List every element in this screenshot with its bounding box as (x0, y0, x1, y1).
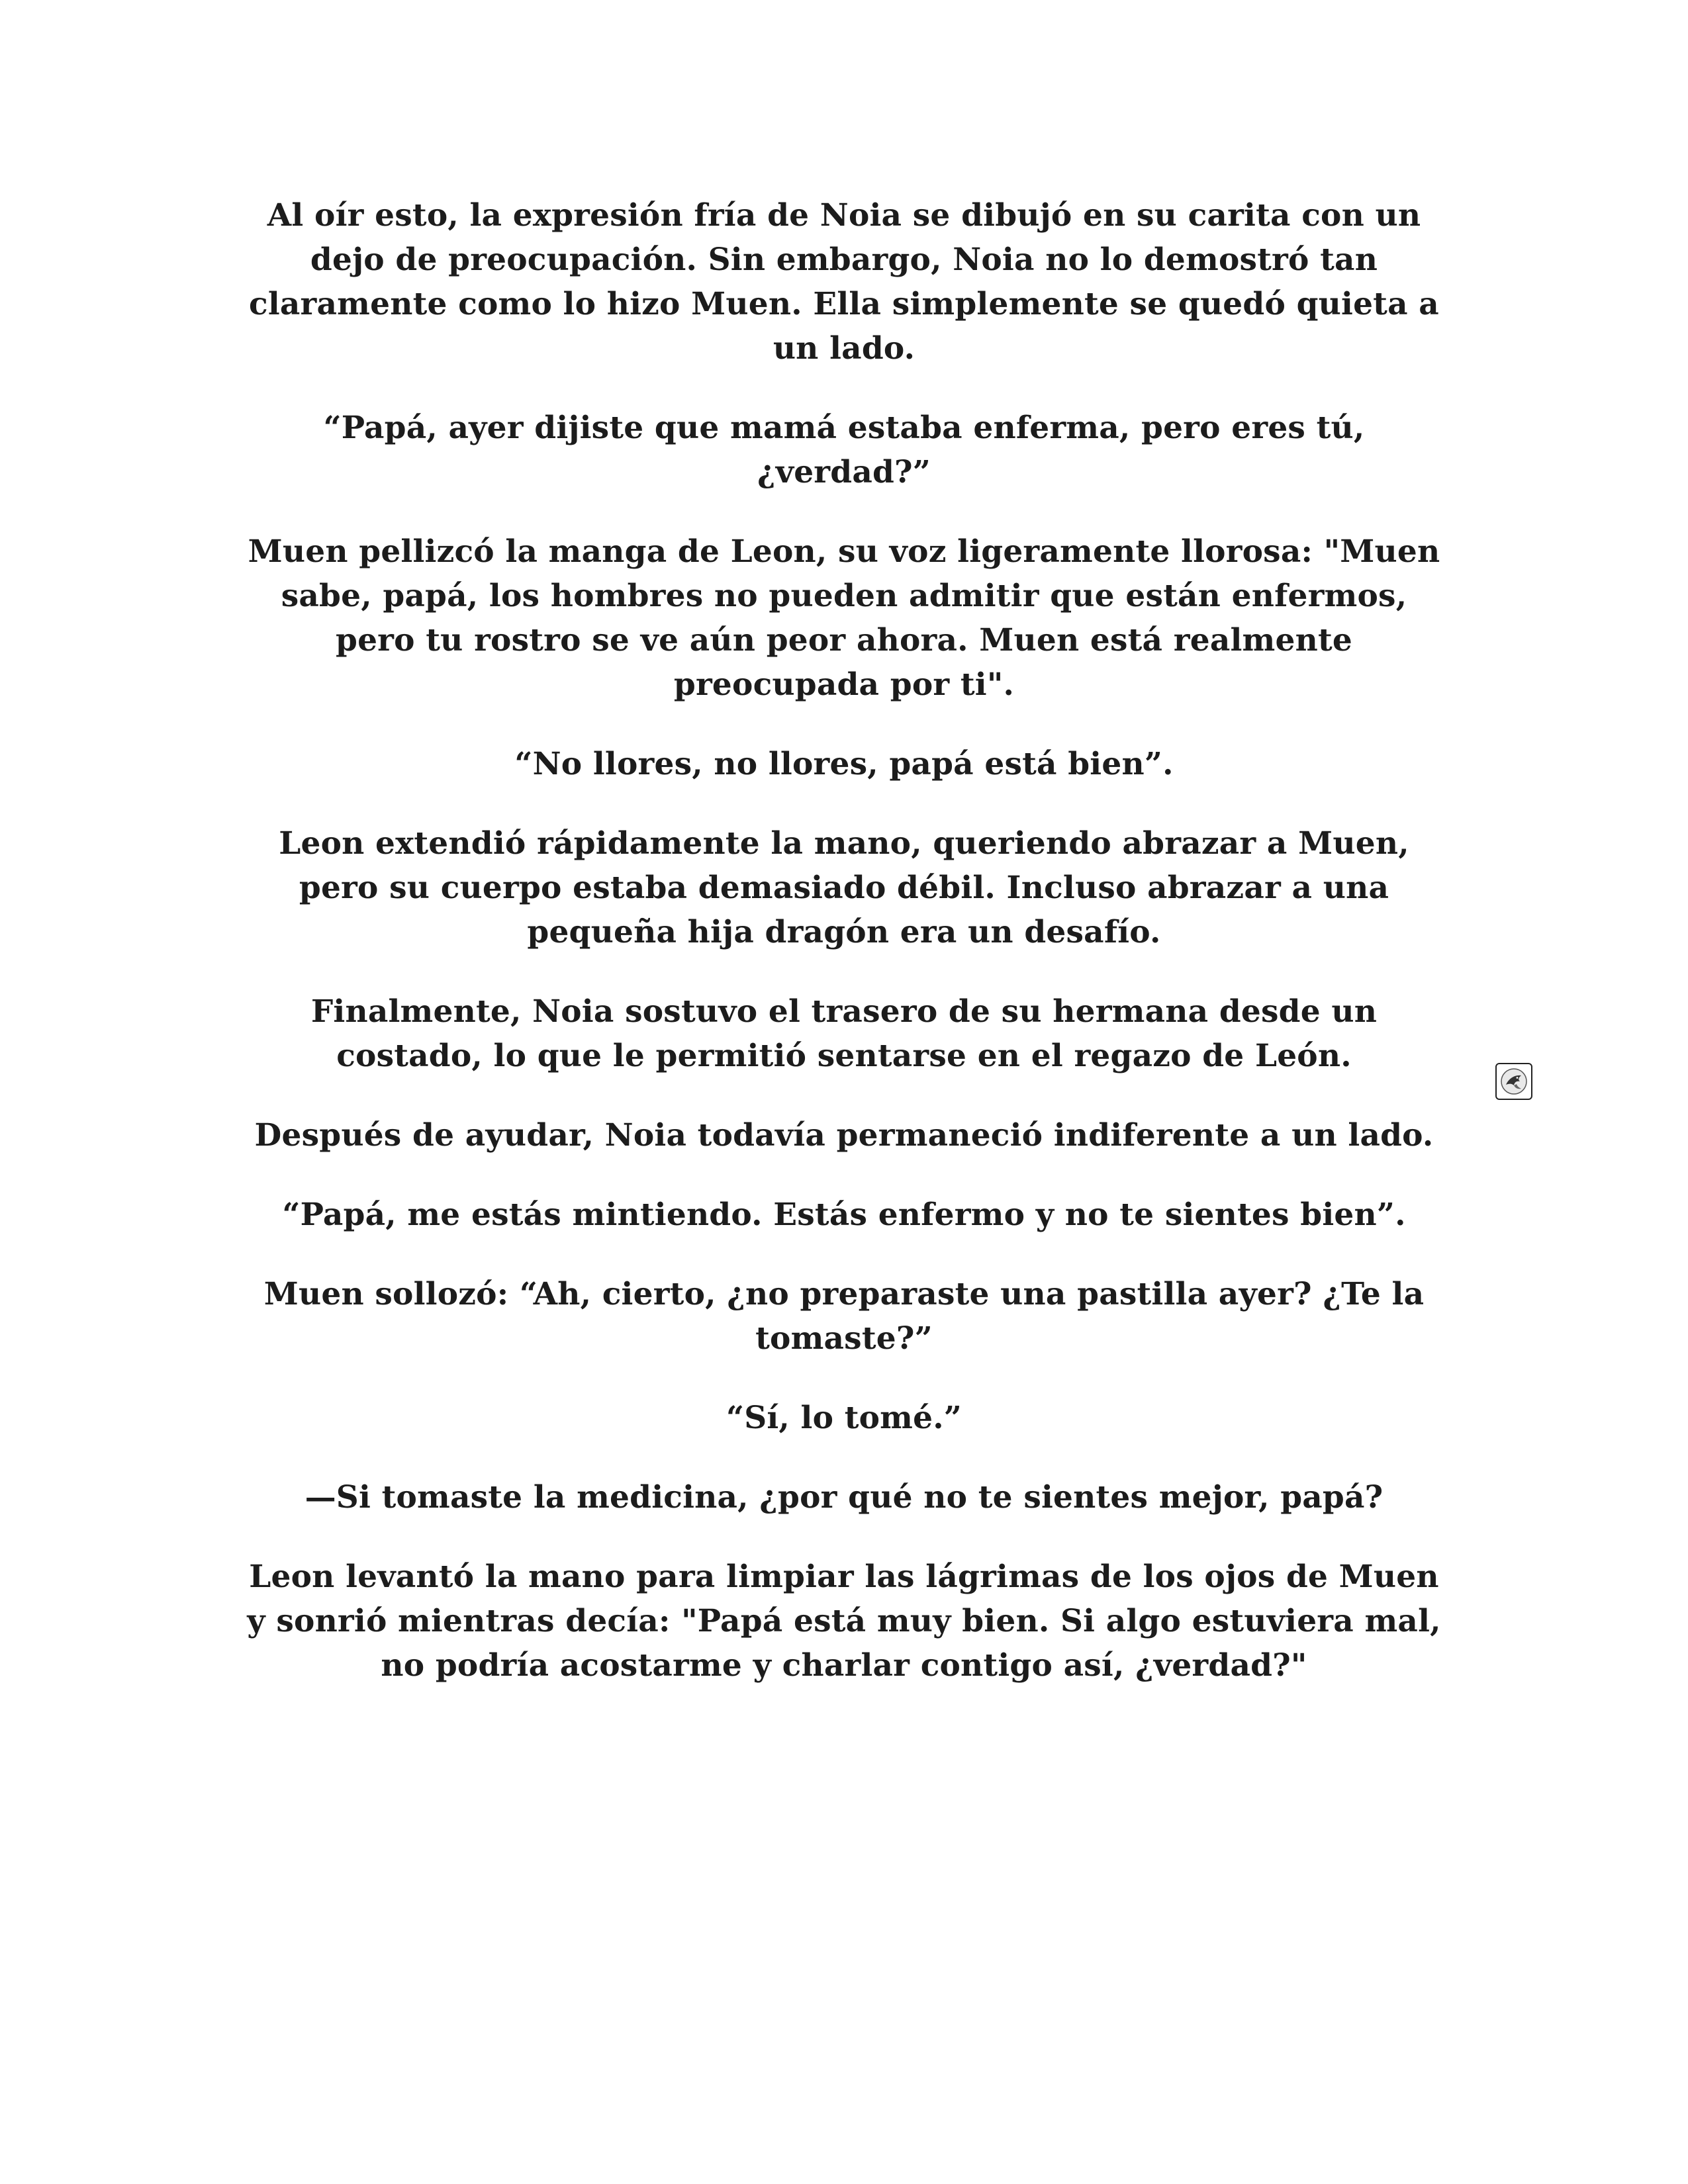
page-body (238, 193, 1450, 1723)
paragraph-10: “Sí, lo tomé.” (726, 1400, 962, 1436)
dragon-icon (1499, 1067, 1528, 1096)
paragraph-6: Finalmente, Noia sostuvo el trasero de su hermana desde un costado, lo que le permitió sentarse en el regazo de León. (310, 993, 1378, 1074)
paragraph-9: Muen sollozó: “Ah, cierto, ¿no preparaste una pastilla ayer? ¿Te la tomaste?” (263, 1276, 1425, 1357)
paragraph-12: Leon levantó la mano para limpiar las lágrimas de los ojos de Muen y sonrió mientras decía: "Papá está muy bien. Si algo estuviera mal, no podría acostarme y charlar contigo así, ¿verdad?" (247, 1559, 1441, 1684)
paragraph-1: Al oír esto, la expresión fría de Noia se dibujó en su carita con un dejo de preocupación. Sin embargo, Noia no lo demostró tan claramente como lo hizo Muen. Ella simplemente se quedó quieta a un lado. (249, 197, 1439, 367)
side-badge[interactable] (1495, 1063, 1532, 1100)
paragraph-3: Muen pellizcó la manga de Leon, su voz ligeramente llorosa: "Muen sabe, papá, los hombres no pueden admitir que están enfermos, pero tu rostro se ve aún peor ahora. Muen está realmente preocupada por ti". (248, 533, 1440, 703)
paragraph-5: Leon extendió rápidamente la mano, queriendo abrazar a Muen, pero su cuerpo estaba demasiado débil. Incluso abrazar a una pequeña hija dragón era un desafío. (279, 825, 1409, 950)
paragraph-7: Después de ayudar, Noia todavía permaneció indiferente a un lado. (254, 1117, 1434, 1154)
paragraph-2: “Papá, ayer dijiste que mamá estaba enferma, pero eres tú, ¿verdad?” (323, 410, 1365, 490)
paragraph-8: “Papá, me estás mintiendo. Estás enfermo y no te sientes bien”. (282, 1197, 1406, 1233)
paragraph-4: “No llores, no llores, papá está bien”. (514, 746, 1174, 782)
paragraph-11: —Si tomaste la medicina, ¿por qué no te sientes mejor, papá? (305, 1479, 1383, 1516)
